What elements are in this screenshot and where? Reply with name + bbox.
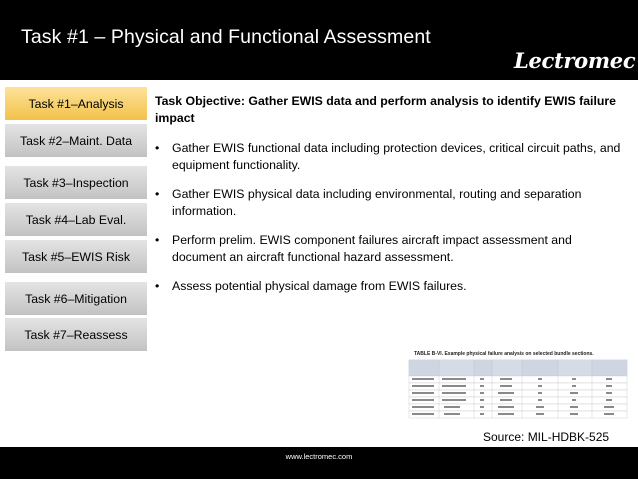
nav-item-task-4[interactable]: Task #4–Lab Eval.	[5, 203, 147, 236]
nav-item-task-5[interactable]: Task #5–EWIS Risk	[5, 240, 147, 273]
bullet-text: Gather EWIS functional data including protection devices, critical circuit paths, and equipment functionality.	[172, 141, 621, 172]
nav-item-task-6[interactable]: Task #6–Mitigation	[5, 282, 147, 315]
bullet-icon: •	[155, 141, 160, 155]
bullet-item	[155, 278, 625, 295]
task-objective: Task Objective: Gather EWIS data and perform analysis to identify EWIS failure impact	[155, 94, 617, 125]
content-area	[0, 80, 638, 447]
bullet-text: Gather EWIS physical data including environmental, routing and separation information.	[172, 187, 582, 218]
bullet-text: Perform prelim. EWIS component failures aircraft impact assessment and document an aircraft functional hazard assessment.	[172, 233, 572, 264]
mil-hdbk-table-image	[404, 348, 632, 424]
bullet-text: Assess potential physical damage from EWIS failures.	[172, 279, 467, 293]
nav-item-task-2[interactable]: Task #2–Maint. Data	[5, 124, 147, 157]
footer-url[interactable]: www.lectromec.com	[285, 452, 353, 461]
bullet-item	[155, 232, 625, 266]
nav-item-task-1[interactable]: Task #1–Analysis	[5, 87, 147, 120]
bullet-icon: •	[155, 187, 160, 201]
nav-item-task-3[interactable]: Task #3–Inspection	[5, 166, 147, 199]
bullet-icon: •	[155, 279, 160, 293]
bullet-icon: •	[155, 233, 160, 247]
slide-title: Task #1 – Physical and Functional Assessment	[21, 26, 431, 48]
source-citation: Source: MIL-HDBK-525	[483, 430, 610, 444]
bullet-item	[155, 186, 625, 220]
bullet-item	[155, 140, 625, 174]
bullet-list	[155, 140, 625, 307]
table-caption: TABLE B-VI. Example physical failure analysis on selected bundle sections.	[414, 351, 594, 357]
nav-item-task-7[interactable]: Task #7–Reassess	[5, 318, 147, 351]
lectromec-logo: Lectromec	[514, 48, 636, 73]
